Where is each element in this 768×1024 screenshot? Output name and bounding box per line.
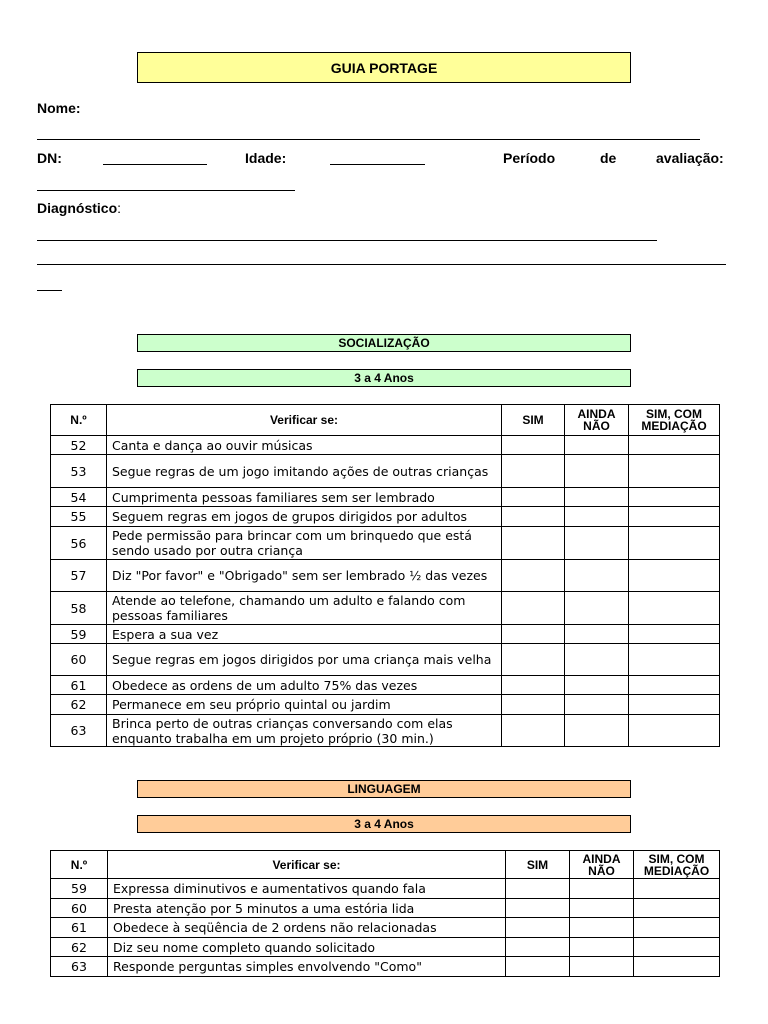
age-label: Idade: (245, 150, 287, 166)
row-description: Diz "Por favor" e "Obrigado" sem ser lembrado ½ das vezes (107, 560, 502, 592)
table-header-row (51, 851, 720, 879)
sim-cell[interactable] (502, 527, 565, 560)
sim-com-mediacao-cell[interactable] (629, 436, 720, 455)
row-number: 60 (51, 644, 107, 676)
sim-com-mediacao-cell[interactable] (634, 938, 720, 957)
row-number: 59 (51, 625, 107, 644)
name-line[interactable] (37, 139, 700, 140)
col-header-not-yet: AINDA NÃO (565, 405, 629, 436)
sim-com-mediacao-cell[interactable] (634, 899, 720, 918)
sim-cell[interactable] (506, 957, 570, 977)
sim-cell[interactable] (502, 715, 565, 747)
ainda-nao-cell[interactable] (570, 938, 634, 957)
row-description: Segue regras em jogos dirigidos por uma criança mais velha (107, 644, 502, 676)
period-label: Período (503, 150, 556, 166)
sim-cell[interactable] (506, 918, 570, 938)
table-row (51, 899, 720, 918)
sim-com-mediacao-cell[interactable] (629, 676, 720, 695)
sim-cell[interactable] (502, 644, 565, 676)
ainda-nao-cell[interactable] (570, 957, 634, 977)
ainda-nao-cell[interactable] (570, 899, 634, 918)
linguagem-age-range (137, 815, 631, 833)
sim-cell[interactable] (502, 676, 565, 695)
ainda-nao-cell[interactable] (565, 436, 629, 455)
row-number: 63 (51, 715, 107, 747)
diagnosis-colon: : (117, 200, 122, 216)
row-description: Permanece em seu próprio quintal ou jardim (107, 695, 502, 715)
name-label: Nome: (37, 100, 81, 116)
linguagem-section-title (137, 780, 631, 798)
sim-cell[interactable] (506, 938, 570, 957)
sim-com-mediacao-cell[interactable] (629, 560, 720, 592)
table-row (51, 436, 720, 455)
ainda-nao-cell[interactable] (565, 715, 629, 747)
sim-com-mediacao-cell[interactable] (634, 879, 720, 899)
col-header-verify: Verificar se: (108, 851, 506, 879)
row-number: 55 (51, 507, 107, 527)
socializacao-age-range (137, 369, 631, 387)
age-line[interactable] (330, 164, 425, 165)
sim-com-mediacao-cell[interactable] (634, 957, 720, 977)
table-row (51, 695, 720, 715)
sim-com-mediacao-cell[interactable] (629, 592, 720, 625)
ainda-nao-cell[interactable] (565, 455, 629, 488)
table-row (51, 560, 720, 592)
row-number: 57 (51, 560, 107, 592)
col-header-yes: SIM (506, 851, 570, 879)
col-header-with-mediation: SIM, COM MEDIAÇÃO (629, 405, 720, 436)
ainda-nao-cell[interactable] (565, 625, 629, 644)
row-description: Pede permissão para brincar com um brinquedo que está sendo usado por outra criança (107, 527, 502, 560)
row-number: 54 (51, 488, 107, 507)
table-row (51, 455, 720, 488)
row-number: 62 (51, 695, 107, 715)
sim-cell[interactable] (502, 436, 565, 455)
ainda-nao-cell[interactable] (570, 879, 634, 899)
sim-com-mediacao-cell[interactable] (629, 527, 720, 560)
sim-com-mediacao-cell[interactable] (629, 695, 720, 715)
linguagem-table (50, 850, 720, 977)
ainda-nao-cell[interactable] (565, 676, 629, 695)
sim-cell[interactable] (502, 488, 565, 507)
row-description: Obedece as ordens de um adulto 75% das vezes (107, 676, 502, 695)
col-header-with-mediation: SIM, COM MEDIAÇÃO (634, 851, 720, 879)
row-number: 52 (51, 436, 107, 455)
row-number: 59 (51, 879, 108, 899)
sim-cell[interactable] (502, 625, 565, 644)
row-description: Atende ao telefone, chamando um adulto e falando com pessoas familiares (107, 592, 502, 625)
col-header-verify: Verificar se: (107, 405, 502, 436)
period-line[interactable] (37, 190, 295, 191)
sim-com-mediacao-cell[interactable] (629, 455, 720, 488)
sim-cell[interactable] (502, 695, 565, 715)
table-row (51, 918, 720, 938)
col-header-num: N.º (51, 851, 108, 879)
ainda-nao-cell[interactable] (565, 592, 629, 625)
row-description: Seguem regras em jogos de grupos dirigidos por adultos (107, 507, 502, 527)
col-header-not-yet: AINDA NÃO (570, 851, 634, 879)
row-description: Segue regras de um jogo imitando ações de outras crianças (107, 455, 502, 488)
sim-cell[interactable] (502, 560, 565, 592)
period-de-label: de (600, 150, 617, 166)
row-description: Cumprimenta pessoas familiares sem ser lembrado (107, 488, 502, 507)
sim-com-mediacao-cell[interactable] (634, 918, 720, 938)
diagnosis-label (37, 200, 121, 216)
sim-cell[interactable] (506, 899, 570, 918)
row-number: 62 (51, 938, 108, 957)
diagnosis-line-3[interactable] (37, 290, 62, 291)
table-row (51, 879, 720, 899)
sim-com-mediacao-cell[interactable] (629, 715, 720, 747)
col-header-num: N.º (51, 405, 107, 436)
sim-com-mediacao-cell[interactable] (629, 507, 720, 527)
socializacao-age-text: 3 a 4 Anos (354, 371, 414, 385)
row-description: Expressa diminutivos e aumentativos quando fala (108, 879, 506, 899)
row-description: Obedece à seqüência de 2 ordens não relacionadas (108, 918, 506, 938)
ainda-nao-cell[interactable] (565, 527, 629, 560)
sim-cell[interactable] (502, 455, 565, 488)
sim-cell[interactable] (502, 592, 565, 625)
row-description: Presta atenção por 5 minutos a uma estória lida (108, 899, 506, 918)
sim-com-mediacao-cell[interactable] (629, 625, 720, 644)
row-description: Responde perguntas simples envolvendo "Como" (108, 957, 506, 977)
dn-line[interactable] (103, 164, 207, 165)
row-number: 61 (51, 918, 108, 938)
socializacao-table (50, 404, 720, 747)
row-number: 53 (51, 455, 107, 488)
table-row (51, 938, 720, 957)
sim-cell[interactable] (502, 507, 565, 527)
socializacao-title-text: SOCIALIZAÇÃO (338, 336, 430, 350)
sim-com-mediacao-cell[interactable] (629, 488, 720, 507)
ainda-nao-cell[interactable] (565, 644, 629, 676)
page-title-text: GUIA PORTAGE (330, 59, 438, 76)
ainda-nao-cell[interactable] (565, 507, 629, 527)
table-row (51, 527, 720, 560)
row-number: 63 (51, 957, 108, 977)
row-description: Diz seu nome completo quando solicitado (108, 938, 506, 957)
row-description: Espera a sua vez (107, 625, 502, 644)
row-number: 58 (51, 592, 107, 625)
sim-cell[interactable] (506, 879, 570, 899)
linguagem-age-text: 3 a 4 Anos (354, 817, 414, 831)
row-number: 60 (51, 899, 108, 918)
table-row (51, 488, 720, 507)
table-row (51, 592, 720, 625)
row-description: Canta e dança ao ouvir músicas (107, 436, 502, 455)
ainda-nao-cell[interactable] (565, 560, 629, 592)
table-row (51, 625, 720, 644)
dn-label: DN: (37, 150, 62, 166)
ainda-nao-cell[interactable] (570, 918, 634, 938)
sim-com-mediacao-cell[interactable] (629, 644, 720, 676)
ainda-nao-cell[interactable] (565, 488, 629, 507)
socializacao-section-title (137, 334, 631, 352)
row-description: Brinca perto de outras crianças conversando com elas enquanto trabalha em um projeto próprio (30 min.) (107, 715, 502, 747)
table-row (51, 507, 720, 527)
ainda-nao-cell[interactable] (565, 695, 629, 715)
row-number: 61 (51, 676, 107, 695)
table-row (51, 676, 720, 695)
row-number: 56 (51, 527, 107, 560)
table-row (51, 957, 720, 977)
page-title (137, 52, 631, 83)
table-row (51, 715, 720, 747)
table-row (51, 644, 720, 676)
diagnosis-line-1[interactable] (37, 240, 657, 241)
linguagem-title-text: LINGUAGEM (347, 782, 421, 796)
table-header-row (51, 405, 720, 436)
diagnosis-line-2[interactable] (37, 264, 726, 265)
period-evaluation-label: avaliação: (656, 150, 724, 166)
col-header-yes: SIM (502, 405, 565, 436)
diagnosis-label-text: Diagnóstico (37, 200, 118, 216)
